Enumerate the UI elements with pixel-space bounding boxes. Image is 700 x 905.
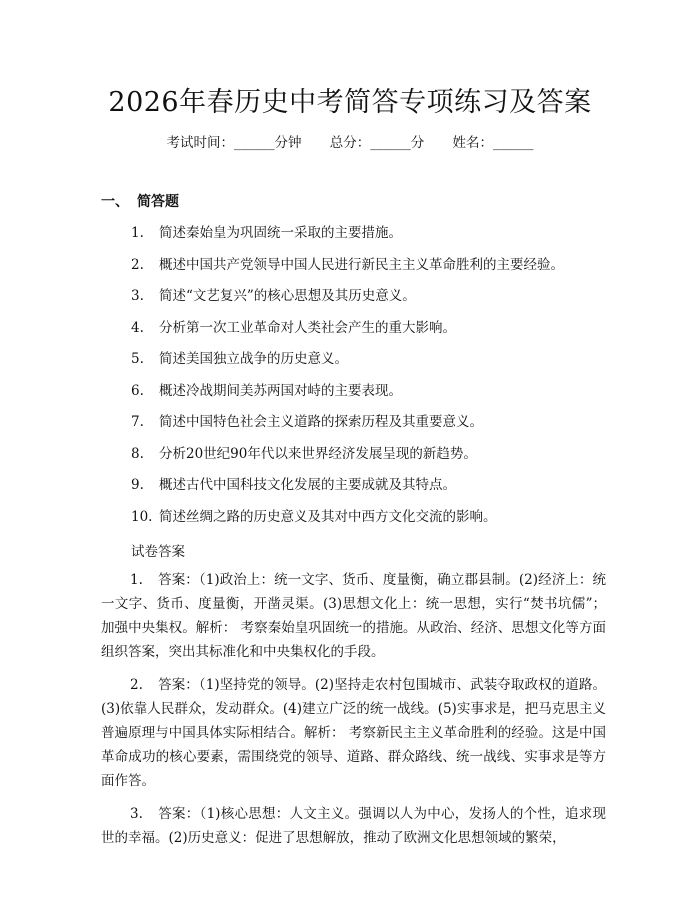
answer-item [101,802,606,850]
question-item [131,313,611,345]
question-item [131,281,611,313]
question-item [131,376,611,408]
question-text: 分析第一次工业革命对人类社会产生的重大影响。 [159,319,456,336]
page-title: 2026年春历史中考简答专项练习及答案 [108,87,592,118]
question-number: 3. [131,288,144,304]
section-number: 一、 [101,194,129,210]
question-item [131,502,611,534]
question-number: 7. [131,414,144,430]
answer-item [101,673,606,793]
question-item [131,250,611,282]
question-text: 简述“文艺复兴”的核心思想及其历史意义。 [159,288,416,304]
question-number: 2. [131,256,144,273]
question-number: 8. [131,445,144,462]
answer-text: 答案：（1)核心思想：人文主义。强调以人为中心，发扬人的个性，追求现世的幸福。(2)历史意义：促进了思想解放，推动了欧洲文化思想领域的繁荣， [101,806,606,846]
answer-text: 答案：（1)坚持党的领导。(2)坚持走农村包围城市、武装夺取政权的道路。(3)依靠人民群众，发动群众。(4)建立广泛的统一战线。(5)实事求是，把马克思主义普遍原理与中国具体实际相结合。解析： 考察新民主主义革命胜利的经验。这是中国革命成功的核心要素，需围绕党的领导、道路、群众路线、统一战线、实事求是等方面作答。 [101,677,606,789]
question-number: 4. [131,319,144,336]
question-text: 分析20世纪90年代以来世界经济发展呈现的新趋势。 [159,445,477,462]
question-number: 9. [131,477,144,493]
answer-list [101,568,606,859]
answer-number: 3. [130,806,143,822]
answer-item [101,568,606,664]
answers-title: 试卷答案 [131,544,185,560]
student-name: 姓名：______ [452,135,534,151]
answer-number: 1. [130,572,143,588]
answer-text: 答案：（1)政治上：统一文字、货币、度量衡，确立郡县制。(2)经济上：统一文字、货币、度量衡，开凿灵渠。(3)思想文化上：统一思想，实行“焚书坑儒”；加强中央集权。解析： 考察秦始皇巩固统一的措施。从政治、经济、思想文化等方面组织答案，突出其标准化和中央集权化的手段。 [101,572,606,660]
exam-time: 考试时间：______分钟 [166,135,302,151]
question-text: 概述中国共产党领导中国人民进行新民主主义革命胜利的主要经验。 [159,256,564,273]
question-item [131,407,611,439]
question-text: 简述丝绸之路的历史意义及其对中西方文化交流的影响。 [159,508,497,525]
section-heading [101,191,179,211]
answer-number: 2. [130,677,143,693]
question-item [131,218,611,250]
question-text: 概述古代中国科技文化发展的主要成就及其特点。 [159,477,456,493]
question-number: 5. [131,351,144,367]
exam-score: 总分：______分 [329,135,425,151]
exam-info [0,131,700,151]
question-item [131,344,611,376]
question-number: 10. [131,508,153,525]
question-text: 简述美国独立战争的历史意义。 [159,351,348,367]
question-list [131,218,611,533]
question-number: 1. [131,225,144,241]
question-number: 6. [131,382,144,399]
question-item [131,470,611,502]
section-title: 简答题 [137,194,179,210]
question-item [131,439,611,471]
question-text: 简述秦始皇为巩固统一采取的主要措施。 [159,225,402,241]
question-text: 简述中国特色社会主义道路的探索历程及其重要意义。 [159,414,483,430]
question-text: 概述冷战期间美苏两国对峙的主要表现。 [159,382,402,399]
